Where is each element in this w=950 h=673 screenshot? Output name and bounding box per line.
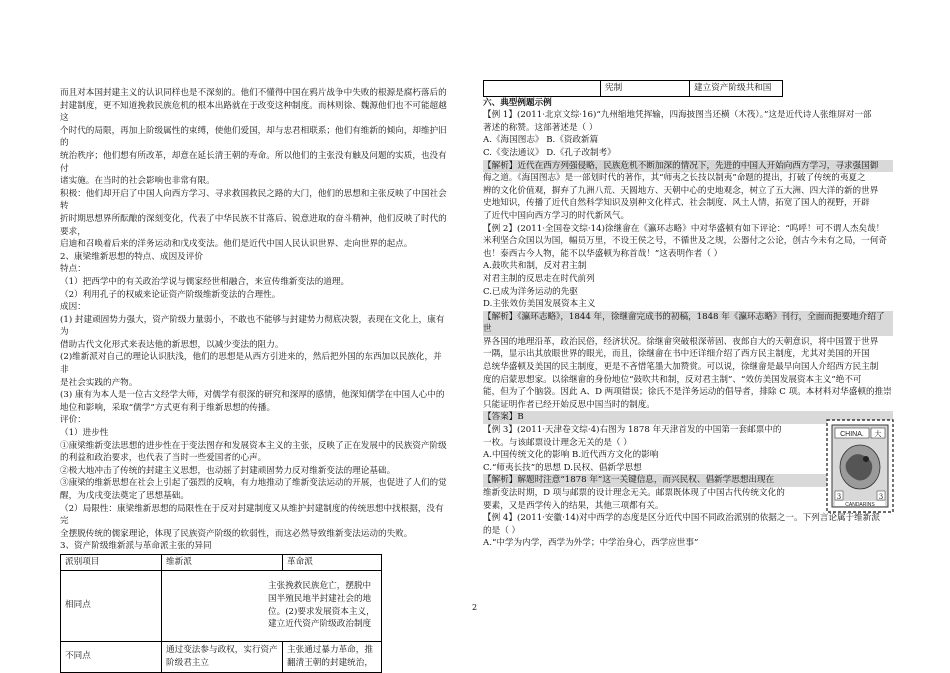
text-line: 醒，为戊戌变法奠定了思想基础。 (60, 491, 189, 501)
text-line: A.鼓吹共和制，反对君主制 (483, 261, 587, 272)
text-line: 2、康梁维新思想的特点、成因及评价 (60, 251, 203, 262)
text-line: 度的启蒙思想家。以徐继畲的身份地位“鼓吹共和制，反对君主制”、“效仿美国发展资本主义”绝不可 (483, 374, 862, 385)
stamp-value-right: 3 (878, 493, 884, 501)
top-cell-2: 宪制 (601, 81, 690, 97)
header-cell-reform: 维新派 (162, 554, 283, 570)
text-line: 要素，又是西学传入的结果，其他三项都有关。 (483, 500, 664, 511)
left-column (60, 87, 448, 673)
text-line: 个时代的局限，再加上阶级属性的束缚，使他们爱国，却与忠君相联系；他们有维新的倾向，却维护旧的 (60, 125, 447, 149)
text-line: A.《海国图志》 B.《资政新篇 (483, 135, 599, 146)
text-line: 统治秩序；他们想有所改革，却意在延长清王朝的寿命。所以他们的主张没有触及问题的实质，也没有付 (60, 150, 447, 174)
text-line: （2）利用孔子的权威来论证资产阶级维新变法的合理性。 (60, 289, 281, 300)
page-number: 2 (472, 603, 478, 612)
stamp-value-left: 3 (836, 493, 842, 501)
text-line: ①康梁维新变法思想的进步性在于变法图存和发展资本主义的主张，反映了正在发展中的民族资产阶级 (60, 440, 447, 451)
row-label-same: 相同点 (61, 570, 162, 641)
stamp-image (826, 419, 894, 513)
text-line: 3、资产阶级维新派与革命派主张的异同 (60, 541, 212, 552)
text-line: 积极：他们却开启了中国人向西方学习、寻求救国救民之路的大门，他们的思想和主张反映了中国社会转 (60, 188, 447, 212)
top-cell-1 (484, 81, 601, 97)
same-content: 主张挽救民族危亡，摆脱中国半殖民地半封建社会的地位。(2)要求发展资本主义，建立近代资产阶级政治制度 (162, 570, 382, 641)
text-line: 【例 3】(2011·天津卷文综·4)右图为 1878 年天津首发的中国第一套邮票中的 (483, 425, 782, 436)
text-line: 一隅，显示出其放眼世界的眼光，而且，徐继畲在书中还详细介绍了西方民主制度，尤其对美国的开国 (483, 349, 870, 360)
text-line: A.中国传统文化的影响 B.近代西方文化的影响 (483, 450, 659, 461)
text-line: 地位和影响，采取“儒学”方式更有利于维新思想的传播。 (60, 402, 276, 413)
text-line: 的利益和政治要求，也代表了当时一些爱国者的心声。 (60, 453, 267, 464)
text-line: 借助古代文化形式来表达他的新思想，以减少变法的阻力。 (60, 339, 284, 350)
top-cell-3: 建立资产阶级共和国 (690, 81, 783, 97)
stamp-corner-char: 大 (874, 430, 882, 438)
header-cell-category: 派别项目 (61, 554, 162, 570)
text-line: D.主张效仿美国发展资本主义 (483, 299, 596, 310)
text-line: （1）进步性 (60, 428, 109, 439)
text-line: 史地知识，传播了近代自然科学知识及别种文化样式、社会制度、风土人情，拓宽了国人的视野，开辟 (483, 198, 870, 209)
text-line: 了近代中国向西方学习的时代新风气。 (483, 210, 630, 221)
text-line: 【解析】近代在西方列强侵略，民族危机不断加深的情况下，先进的中国人开始向西方学习，寻求强国御 (483, 160, 893, 173)
text-line: C.“师夷长技”的思想 D.民权、倡新学思想 (483, 462, 642, 473)
text-line: C.已成为洋务运动的先驱 (483, 286, 578, 297)
text-line: 的是（ ） (483, 525, 521, 536)
text-line: 界各国的地理沿革，政治民俗，经济状况。徐继畲突破根深蒂固、夜郎自大的天朝意识，将中国置于世界 (483, 336, 879, 347)
text-line: 能，但为了个脑袋。因此 A、D 两项错误；徐氏不是洋务运动的倡导者，排除 C 项。本材料对华盛顿的推崇 (483, 387, 892, 398)
text-line: 侮之道。《海国图志》是一部划时代的著作，其“师夷之长技以制夷”命题的提出，打破了传统的夷夏之 (483, 173, 866, 184)
text-line: 辨的文化价值观，摒弃了九洲八荒、天圆地方、天朝中心的史地观念，树立了五大洲、四大洋的新的世界 (483, 185, 879, 196)
left-text-block (60, 87, 448, 553)
text-line: 封建制度，更不知道挽救民族危机的根本出路就在于改变这种制度。而林则徐、魏源他们也不可能超越这 (60, 100, 447, 124)
table-row-same (61, 570, 382, 641)
text-line: A.“中学为内学，西学为外学；中学治身心，西学应世事” (483, 538, 699, 549)
text-line: (1) 封建顽固势力强大，资产阶级力量弱小，不敢也不能够与封建势力彻底决裂，表现在文化上，康有为 (60, 314, 445, 338)
text-line: 是社会实践的产物。 (60, 377, 138, 388)
text-line: 米利坚合众国以为国，幅员万里，不设王侯之号，不循世及之规，公器付之公论，创古今未有之局，一何奇 (483, 236, 887, 247)
text-line: 而且对本国封建主义的认识同样也是不深刻的。他们不懂得中国在鸦片战争中失败的根源是腐朽落后的 (60, 88, 447, 98)
text-line: 【解析】解题时注意“1878 年”这一关键信息，而兴民权、倡新学思想出现在 (483, 474, 893, 487)
stamp-country-label: CHINA. (840, 431, 864, 438)
text-line: 总统华盛顿及美国的民主制度，更是不吝惜笔墨大加赞赏。可以说，徐继畲是最早向国人介绍西方民主制 (483, 362, 879, 373)
text-line: 【例 2】(2011·全国卷文综·14)徐继畲在《瀛环志略》中对华盛顿有如下评论：“呜呼！可不谓人杰矣哉！ (483, 223, 885, 234)
diff-revolution: 主张通过暴力革命，推翻清王朝的封建统治， (283, 641, 382, 672)
table-header-row (61, 554, 382, 570)
header-cell-revolution: 革命派 (283, 554, 382, 570)
text-line: 全摆脱传统的儒家理论，体现了民族资产阶级的软弱性，而这必然导致维新变法运动的失败。 (60, 528, 413, 539)
text-line: 一枚。与该邮票设计理念无关的是（ ） (483, 437, 632, 448)
text-line: ③康梁的维新思想在社会上引起了强烈的反响，有力地推动了维新变法运动的开展，也促进了人们的觉 (60, 478, 447, 489)
text-line: 诸实施。在当时的社会影响也非常有限。 (60, 176, 215, 187)
text-line: 评价： (60, 415, 86, 426)
text-line: (2)维新派对自己的理论认识肤浅，他们的思想是从西方引进来的，然后把外国的东西加以民族化，并非 (60, 352, 442, 376)
text-line: 启迪和召唤着后来的洋务运动和戊戌变法。他们是近代中国人民认识世界、走向世界的起点。 (60, 239, 413, 250)
row-label-diff: 不同点 (61, 641, 162, 672)
table-row-diff (61, 641, 382, 672)
text-line: 也！泰西古今人物，能不以华盛顿为称首哉！”这表明作者（ ） (483, 248, 723, 259)
text-line: 特点： (60, 264, 86, 275)
section-heading: 六、典型例题示例 (483, 97, 552, 108)
text-line: 成因： (60, 302, 86, 313)
text-line: 只能证明作者已经开始反思中国当时的制度。 (483, 399, 655, 410)
text-line: 【例 4】(2011·安徽·14)对中西学的态度是区分近代中国不同政治派别的依据之一。下列言论属于维新派 (483, 513, 880, 524)
text-line: 折时期思想界所酝酿的深刻变化，代表了中华民族不甘落后、锐意进取的奋斗精神，他们反映了时代的要求， (60, 213, 447, 237)
text-line: ②极大地冲击了传统的封建主义思想，也动摇了封建顽固势力反对维新变法的理论基础。 (60, 465, 396, 476)
text-line: (3) 康有为本人是一位古文经学大师，对儒学有很深的研究和深厚的感情，他深知儒学在中国人心中的 (60, 390, 445, 401)
text-line: C.《变法通议》 D.《孔子改制考》 (483, 147, 616, 158)
text-line: 维新变法时期，D 项与邮票的设计理念无关。邮票既体现了中国古代传统文化的 (483, 488, 785, 498)
text-line: 【解析】《瀛环志略》，1844 年，徐继畲完成书的初稿，1848 年《瀛环志略》刊行，全面而扼要地介绍了世 (483, 311, 893, 336)
text-line: （1）把西学中的有关政治学说与儒家经世相融合，来宣传维新变法的道理。 (60, 276, 350, 287)
stamp-bottom-label: CANDARINS (845, 502, 875, 508)
text-line: （2）局限性：康梁维新思想的局限性在于反对封建制度又从维护封建制度的传统思想中找根据，没有完 (60, 503, 444, 527)
comparison-table (60, 554, 382, 673)
table-row (484, 81, 783, 97)
text-line: 【例 1】(2011·北京文综·16)“九州缩地凭挥输，四海披图当还横（木筏）。”这是近代诗人张维屏对一部 (483, 110, 872, 121)
top-continuation-table (483, 80, 783, 97)
text-line: 对君主制的反思走在时代前列 (483, 273, 595, 284)
text-line: 【答案】B (483, 411, 893, 424)
diff-reform: 通过变法参与政权，实行资产阶级君主立 (162, 641, 283, 672)
text-line: 著述的称赞。这部著述是（ ） (483, 122, 598, 133)
